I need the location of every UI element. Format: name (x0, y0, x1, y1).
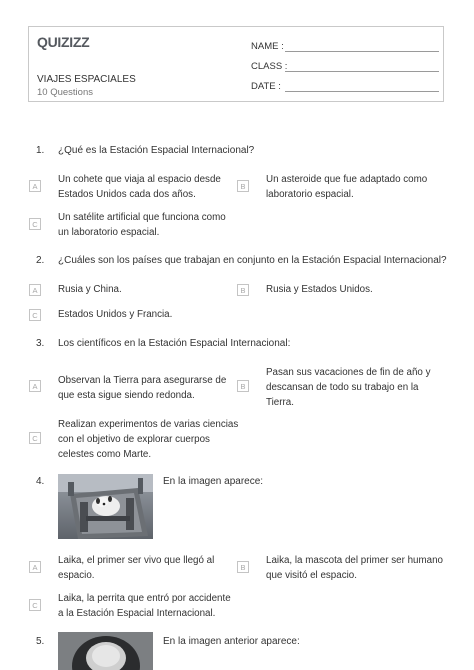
option-a[interactable]: Observan la Tierra para asegurarse de que esta sigue siendo redonda. (58, 375, 227, 401)
question-number: 4. (36, 476, 45, 487)
option-c[interactable]: Realizan experimentos de varias ciencias con el objetivo de explorar cuerpos celestes como Marte. (58, 419, 239, 460)
date-line (285, 91, 439, 92)
question-count: 10 Questions (37, 87, 93, 98)
worksheet-header (28, 26, 444, 102)
class-label: CLASS : (251, 61, 288, 72)
question-number: 5. (36, 636, 45, 647)
quizizz-logo: QUIZIZZ (37, 34, 90, 50)
question-number: 1. (36, 145, 45, 156)
option-b-box[interactable]: B (237, 180, 249, 192)
question-5-photo (58, 632, 153, 670)
option-a[interactable]: Laika, el primer ser vivo que llegó al espacio. (58, 555, 215, 581)
question-text: ¿Qué es la Estación Espacial Internacional? (58, 145, 255, 156)
option-b[interactable]: Pasan sus vacaciones de fin de año y descansan de todo su trabajo en la Tierra. (266, 367, 431, 408)
class-line (285, 71, 439, 72)
date-field[interactable] (251, 81, 281, 92)
option-b-box[interactable]: B (237, 284, 249, 296)
option-b[interactable]: Laika, la mascota del primer ser humano que visitó el espacio. (266, 555, 443, 581)
option-a[interactable]: Rusia y China. (58, 284, 122, 295)
question-text: En la imagen aparece: (163, 476, 264, 487)
name-label: NAME : (251, 41, 284, 52)
name-line (285, 51, 439, 52)
worksheet-title: VIAJES ESPACIALES (37, 74, 136, 85)
question-number: 3. (36, 338, 45, 349)
option-b-box[interactable]: B (237, 380, 249, 392)
question-text: Los científicos en la Estación Espacial Internacional: (58, 338, 291, 349)
class-field[interactable] (251, 61, 287, 72)
question-text: ¿Cuáles son los países que trabajan en conjunto en la Estación Espacial Internacional? (58, 255, 447, 266)
option-b[interactable]: Rusia y Estados Unidos. (266, 284, 373, 295)
option-a-box[interactable]: A (29, 561, 41, 573)
option-a-box[interactable]: A (29, 284, 41, 296)
laika-photo (58, 474, 153, 539)
option-c[interactable]: Un satélite artificial que funciona como un laboratorio espacial. (58, 212, 226, 238)
option-c-box[interactable]: C (29, 218, 41, 230)
option-b-box[interactable]: B (237, 561, 249, 573)
option-c-box[interactable]: C (29, 309, 41, 321)
name-field[interactable] (251, 41, 284, 52)
option-c[interactable]: Laika, la perrita que entró por accidente a la Estación Espacial Internacional. (58, 593, 231, 619)
option-a-box[interactable]: A (29, 180, 41, 192)
question-text: En la imagen anterior aparece: (163, 636, 300, 647)
option-c[interactable]: Estados Unidos y Francia. (58, 309, 173, 320)
option-c-box[interactable]: C (29, 432, 41, 444)
option-b[interactable]: Un asteroide que fue adaptado como laboratorio espacial. (266, 174, 428, 200)
option-a-box[interactable]: A (29, 380, 41, 392)
option-a[interactable]: Un cohete que viaja al espacio desde Estados Unidos cada dos años. (58, 174, 221, 200)
option-c-box[interactable]: C (29, 599, 41, 611)
question-number: 2. (36, 255, 45, 266)
date-label: DATE : (251, 81, 281, 92)
